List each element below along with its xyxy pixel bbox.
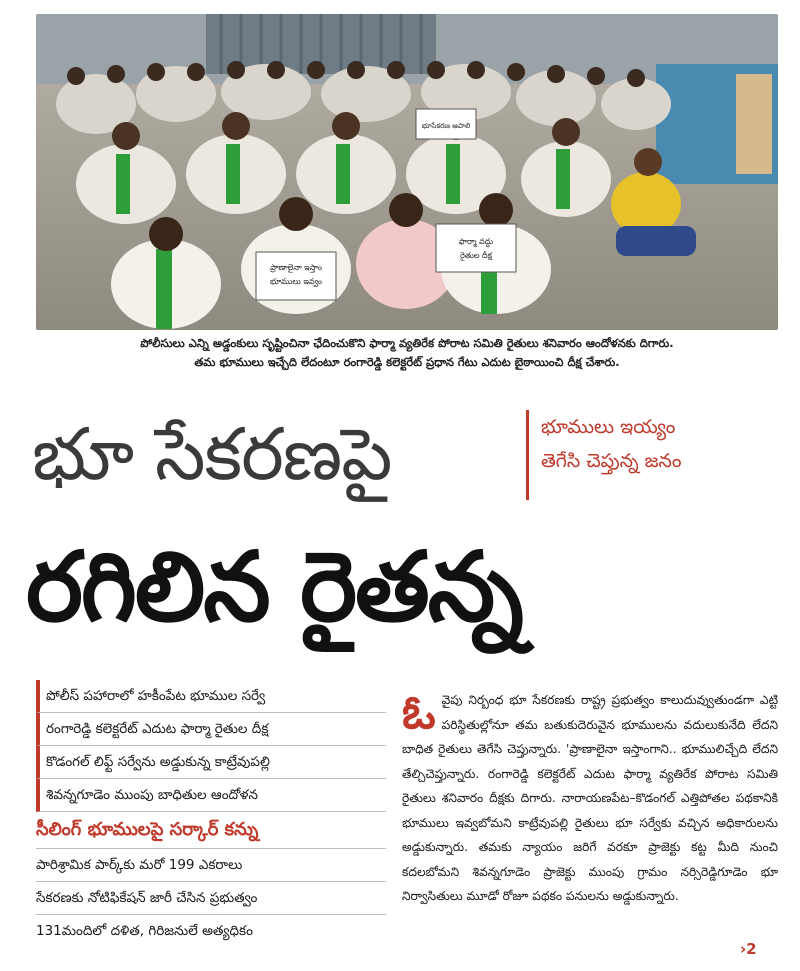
kicker bbox=[526, 410, 780, 500]
summary-red-title: సీలింగ్ భూములపై సర్కార్ కన్ను bbox=[36, 812, 386, 849]
summary-item: పోలీస్ పహారాలో హకీంపేట భూముల సర్వే bbox=[36, 680, 386, 713]
placard bbox=[256, 252, 336, 300]
summary-item: రంగారెడ్డి కలెక్టరేట్ ఎదుట ఫార్మా రైతుల దీక్ష bbox=[36, 713, 386, 746]
protest-photo bbox=[36, 14, 778, 330]
article-text: వైపు నిర్బంధ భూ సేకరణకు రాష్ట్ర ప్రభుత్వం కాలుదువ్వుతుండగా ఎట్టి పరిస్థితుల్లోనూ తమ బతుకుదెరువైన భూములను వదులుకునేది లేదని బాధిత రైతులు తెగేసి చెప్తున్నారు. 'ప్రాణాలైనా ఇస్తాంగాని.. భూములిచ్చేది లేదని తేల్చిచెప్తున్నారు. రంగారెడ్డి కలెక్టరేట్ ఎదుట ఫార్మా వ్యతిరేక పోరాట సమితి రైతులు శనివారం దీక్షకు దిగారు. నారాయణపేట–కొడంగల్ ఎత్తిపోతల పథకానికి భూములు ఇవ్వబోమని కాట్రేవుపల్లి రైతులు భూ సర్వేకు వచ్చిన అధికారులను అడ్డుకున్నారు. తమకు న్యాయం జరిగే వరకూ ప్రాజెక్టు కట్ట మీది నుంచి కదలబోమని శివన్నగూడెం ప్రాజెక్టు ముంపు గ్రామం నర్సిరెడ్డిగూడెం భూ నిర్వాసితులు మూడో రోజూ పథకం పనులను అడ్డుకున్నారు. bbox=[402, 693, 778, 903]
summary-item: పారిశ్రామిక పార్క్‌కు మరో 199 ఎకరాలు bbox=[36, 849, 386, 882]
placard-text-3: ఫార్మా వద్దు bbox=[458, 237, 494, 246]
summary-item: శివన్నగూడెం ముంపు బాధితుల ఆందోళన bbox=[36, 779, 386, 812]
headline-line-2: రగిలిన రైతన్న bbox=[26, 531, 522, 643]
placard-text-1: ప్రాణాలైనా ఇస్తాం bbox=[270, 263, 322, 272]
drop-cap: ఓ bbox=[402, 685, 436, 739]
summary-item: సేకరణకు నోటిఫికేషన్ జారీ చేసిన ప్రభుత్వం bbox=[36, 882, 386, 915]
placard-text-4: రైతుల దీక్ష bbox=[460, 251, 492, 260]
caption-line-2: తమ భూములు ఇచ్చేది లేదంటూ రంగారెడ్డి కలెక్టరేట్ ప్రధాన గేటు ఎదుట బైఠాయించి దీక్ష చేశారు. bbox=[194, 355, 620, 369]
placard-text-5: భూసేకరణ ఆపాలి bbox=[421, 122, 471, 130]
placard bbox=[436, 224, 516, 272]
headline-line-1: భూ సేకరణపై bbox=[32, 412, 392, 496]
photo-caption bbox=[36, 334, 778, 372]
caption-line-1: పోలీసులు ఎన్ని అడ్డంకులు సృష్టించినా ఛేదించుకొని ఫార్మా వ్యతిరేక పోరాట సమితి రైతులు శనివారం ఆందోళనకు దిగారు. bbox=[140, 336, 674, 350]
kicker-line-2: తెగేసి చెప్తున్న జనం bbox=[541, 450, 682, 472]
summary-item: కొడంగల్ లిఫ్ట్ సర్వేను అడ్డుకున్న కాట్రేవుపల్లి bbox=[36, 746, 386, 779]
placard-text-2: భూములు ఇవ్వం bbox=[270, 277, 322, 286]
kicker-line-1: భూములు ఇయ్యం bbox=[541, 416, 676, 438]
summary-column bbox=[36, 680, 386, 947]
placard bbox=[416, 109, 476, 139]
continued-page-link[interactable]: ›2 bbox=[740, 940, 757, 958]
article-body bbox=[402, 685, 778, 909]
summary-item: 131మందిలో దళిత, గిరిజనులే అత్యధికం bbox=[36, 923, 253, 939]
